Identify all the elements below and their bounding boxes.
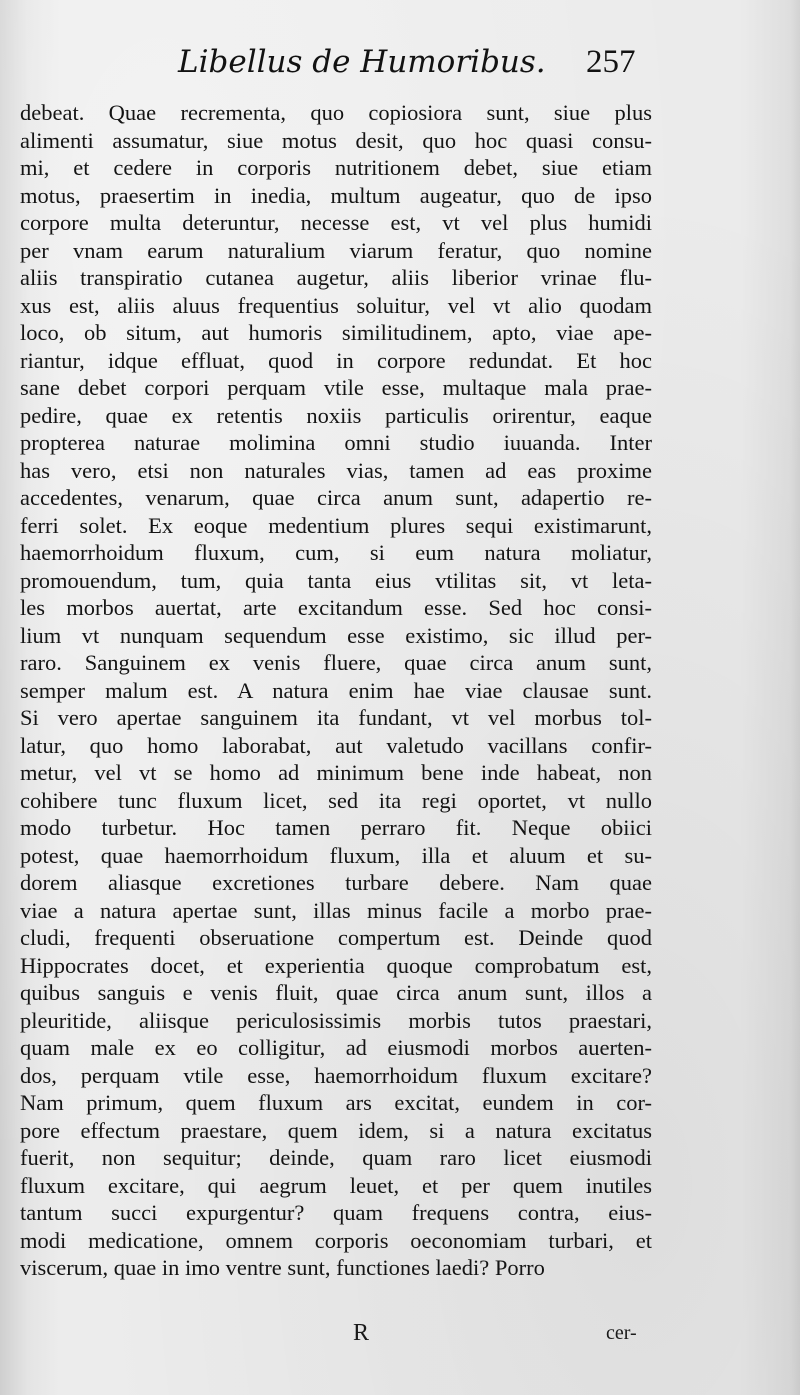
text-line: ferri solet. Ex eoque medentium plures sequi existimarunt, (20, 512, 652, 538)
text-line: pleuritide, aliisque periculosissimis morbis tutos praestari, (20, 1007, 652, 1033)
body-text (20, 99, 652, 1282)
text-line: accedentes, venarum, quae circa anum sunt, adapertio re- (20, 485, 652, 510)
text-line: promouendum, tum, quia tanta eius vtilitas sit, vt leta- (20, 567, 652, 593)
text-line: loco, ob situm, aut humoris similitudinem, apto, viae ape- (20, 320, 652, 345)
page-number: 257 (586, 44, 636, 80)
text-line: Hippocrates docet, et experientia quoque comprobatum est, (20, 952, 652, 978)
text-line: corpore multa deteruntur, necesse est, vt vel plus humidi (20, 210, 652, 235)
text-line: xus est, aliis aluus frequentius soluitur, vel vt alio quodam (20, 292, 652, 318)
text-line: alimenti assumatur, siue motus desit, quo hoc quasi consu- (20, 127, 652, 153)
text-line: modo turbetur. Hoc tamen perraro fit. Neque obiici (20, 815, 652, 840)
text-line: les morbos auertat, arte excitandum esse. Sed hoc consi- (20, 595, 652, 620)
text-line: pedire, quae ex retentis noxiis particulis orirentur, eaque (20, 402, 652, 428)
text-line: potest, quae haemorrhoidum fluxum, illa et aluum et su- (20, 842, 652, 868)
text-line: aliis transpiratio cutanea augetur, aliis liberior vrinae flu- (20, 265, 652, 290)
catchword: cer- (606, 1322, 637, 1344)
signature-mark: R (353, 1320, 370, 1346)
text-line: motus, praesertim in inedia, multum augeatur, quo de ipso (20, 182, 652, 208)
text-line: Si vero apertae sanguinem ita fundant, vt vel morbus tol- (20, 705, 652, 730)
text-line: debeat. Quae recrementa, quo copiosiora sunt, siue plus (20, 100, 652, 125)
text-line: has vero, etsi non naturales vias, tamen ad eas proxime (20, 457, 652, 483)
text-line: lium vt nunquam sequendum esse existimo, sic illud per- (20, 622, 652, 648)
text-line: riantur, idque effluat, quod in corpore redundat. Et hoc (20, 347, 652, 373)
text-line: semper malum est. A natura enim hae viae clausae sunt. (20, 677, 652, 703)
text-line: cohibere tunc fluxum licet, sed ita regi oportet, vt nullo (20, 787, 652, 813)
text-line: per vnam earum naturalium viarum feratur, quo nomine (20, 237, 652, 263)
text-line: viscerum, quae in imo ventre sunt, functiones laedi? Porro (20, 1255, 545, 1280)
text-line: Nam primum, quem fluxum ars excitat, eundem in cor- (20, 1090, 652, 1115)
text-line: haemorrhoidum fluxum, cum, si eum natura moliatur, (20, 540, 652, 565)
text-line: pore effectum praestare, quem idem, si a natura excitatus (20, 1117, 652, 1143)
text-line: quibus sanguis e venis fluit, quae circa anum sunt, illos a (20, 980, 652, 1005)
page-footer (0, 1320, 800, 1360)
text-line: quam male ex eo colligitur, ad eiusmodi morbos auerten- (20, 1035, 652, 1060)
text-line: tantum succi expurgentur? quam frequens contra, eius- (20, 1200, 652, 1225)
text-line: dos, perquam vtile esse, haemorrhoidum fluxum excitare? (20, 1062, 652, 1088)
text-line: raro. Sanguinem ex venis fluere, quae circa anum sunt, (20, 650, 652, 675)
text-line: modi medicatione, omnem corporis oeconomiam turbari, et (20, 1227, 652, 1253)
text-line: fuerit, non sequitur; deinde, quam raro licet eiusmodi (20, 1145, 652, 1170)
text-line: fluxum excitare, qui aegrum leuet, et per quem inutiles (20, 1172, 652, 1198)
running-title: Libellus de Humoribus. (178, 44, 546, 80)
text-line: propterea naturae molimina omni studio iuuanda. Inter (20, 430, 652, 455)
text-line: metur, vel vt se homo ad minimum bene inde habeat, non (20, 760, 652, 785)
running-head (0, 40, 800, 88)
text-line: viae a natura apertae sunt, illas minus facile a morbo prae- (20, 897, 652, 923)
text-line: dorem aliasque excretiones turbare debere. Nam quae (20, 870, 652, 895)
text-line: cludi, frequenti obseruatione compertum est. Deinde quod (20, 925, 652, 950)
text-line: mi, et cedere in corporis nutritionem debet, siue etiam (20, 155, 652, 180)
text-line: sane debet corpori perquam vtile esse, multaque mala prae- (20, 375, 652, 400)
text-line: latur, quo homo laborabat, aut valetudo vacillans confir- (20, 732, 652, 758)
